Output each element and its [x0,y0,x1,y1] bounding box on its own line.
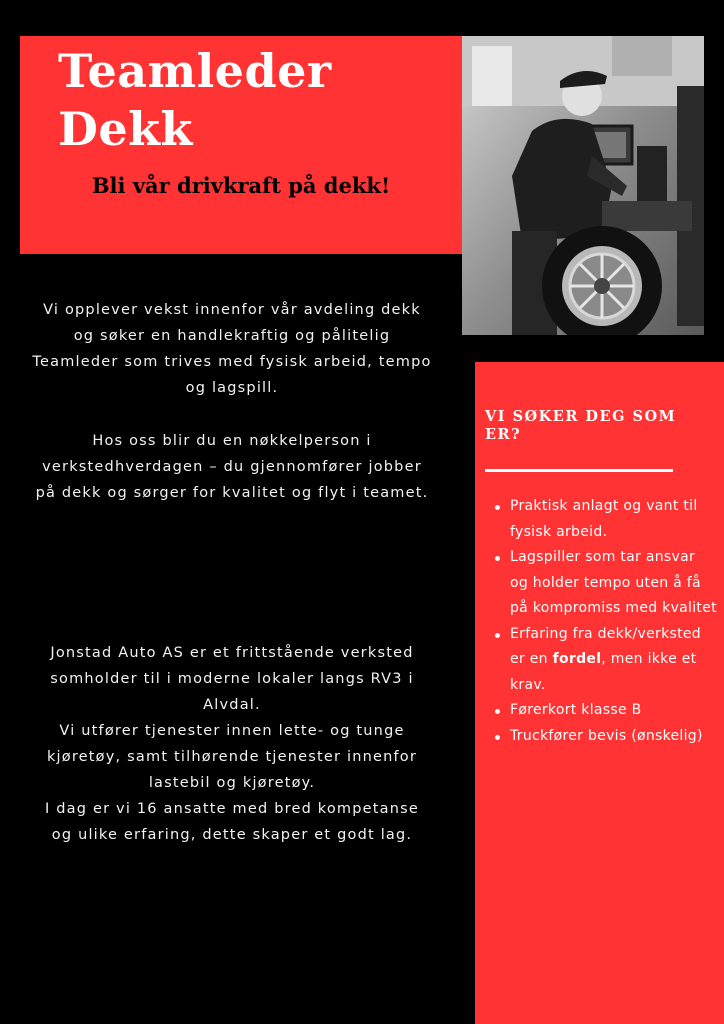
mechanic-with-tire-photo [462,36,704,335]
requirements-list [489,494,717,749]
title-line-1: Teamleder [58,44,332,98]
requirements-panel [475,362,724,1024]
requirement-text: Erfaring fra dekk/verksted er en [510,625,701,667]
subtitle: Bli vår drivkraft på dekk! [91,173,391,198]
title-line-2: Dekk [58,102,193,156]
intro-paragraph-2 [32,428,432,506]
requirement-item [489,622,717,699]
heading-divider [485,469,673,472]
intro-text-1: Vi opplever vekst innenfor vår avdeling dekk og søker en handlekraftig og pålitelig Teamleder som trives med fysisk arbeid, tempo og lagspill. [32,302,432,396]
requirements-heading: VI SØKER DEG SOM ER? [485,408,677,443]
company-line-2: Vi utfører tjenester innen lette- og tunge kjøretøy, samt tilhørende tjenester innenfor lastebil og kjøretøy. [46,723,418,791]
title-block [20,36,462,254]
requirement-text: , men ikke et krav. [510,651,697,693]
company-line-1: Jonstad Auto AS er et frittstående verksted somholder til i moderne lokaler langs RV3 i Alvdal. [50,645,414,713]
company-description [32,640,432,848]
requirement-item: Truckfører bevis (ønskelig) [489,724,717,750]
requirement-item: Praktisk anlagt og vant til fysisk arbeid. [489,494,717,545]
requirement-item: Førerkort klasse B [489,698,717,724]
intro-paragraph-1 [32,297,432,401]
intro-text-2: Hos oss blir du en nøkkelperson i verkstedhverdagen – du gjennomfører jobber på dekk og sørger for kvalitet og flyt i teamet. [35,433,429,501]
page-title [58,42,332,158]
requirement-item: Lagspiller som tar ansvar og holder tempo uten å få på kompromiss med kvalitet [489,545,717,622]
requirement-bold-word: fordel [552,651,602,667]
company-line-3: I dag er vi 16 ansatte med bred kompetanse og ulike erfaring, dette skaper et godt lag. [44,801,420,843]
